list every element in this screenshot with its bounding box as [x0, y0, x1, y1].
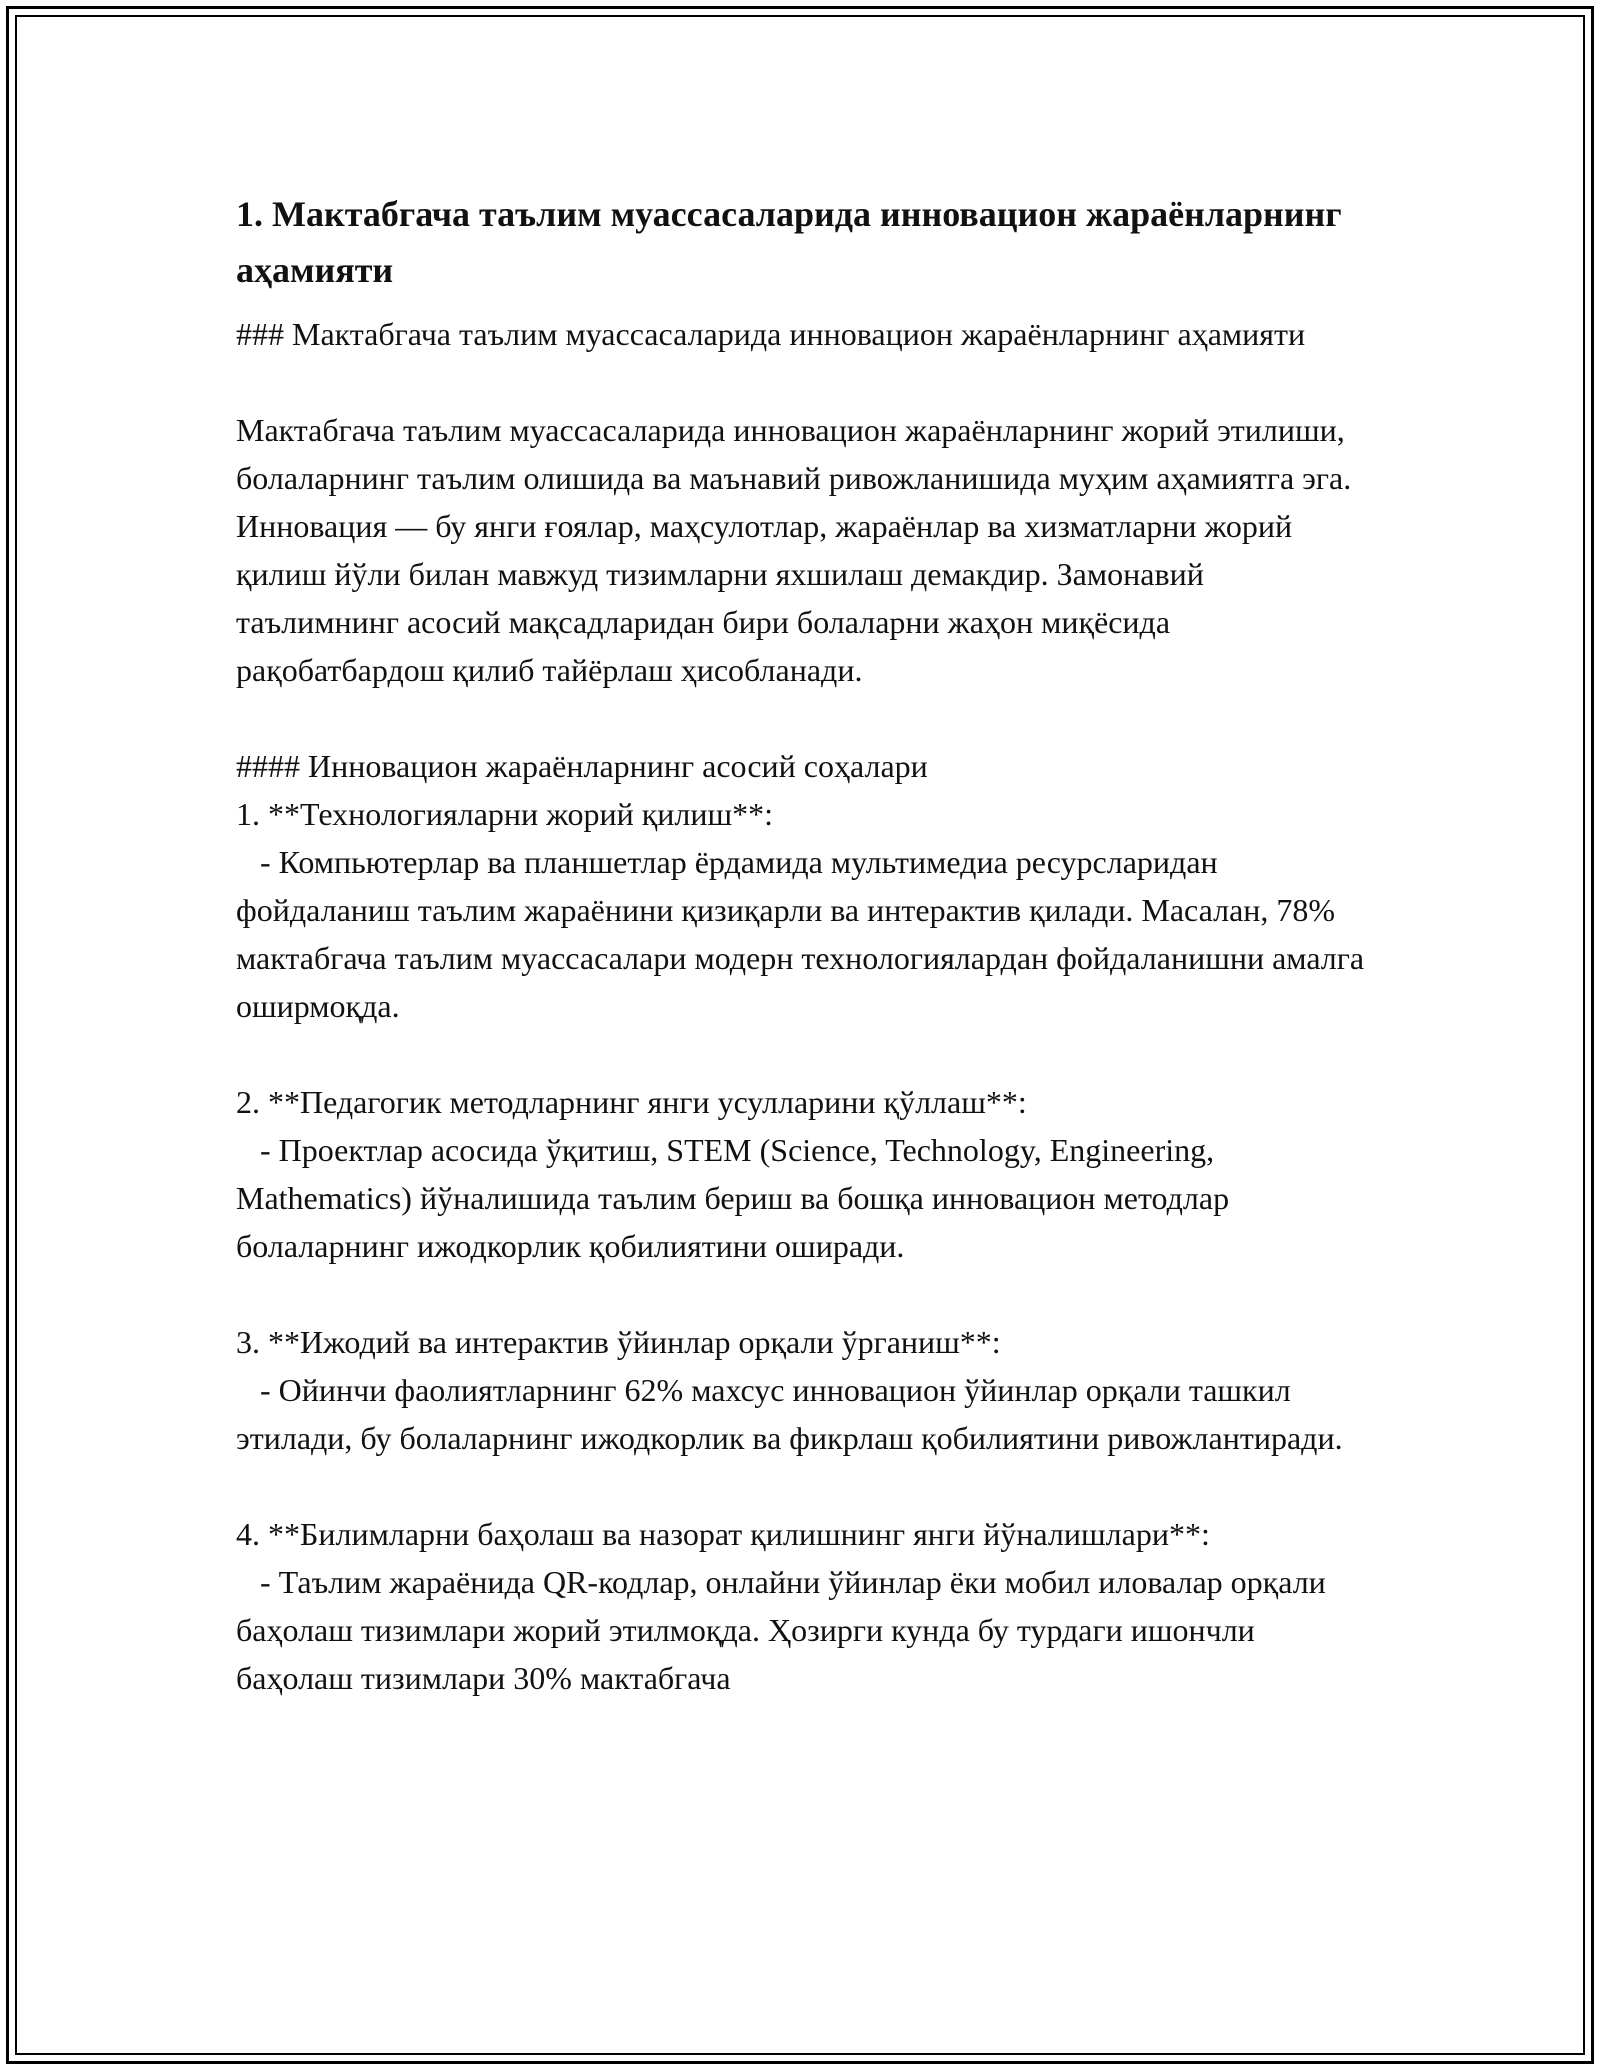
list-item-2: 2. **Педагогик методларнинг янги усулларини қўллаш**: - Проектлар асосида ўқитиш, STEM (Science, Technology, Engineering, Mathematics) йўналишида таълим бериш ва бошқа инновацион методлар болаларнинг ижодкорлик қобилиятини оширади. — [236, 1084, 1230, 1264]
document-body — [236, 186, 1370, 1702]
subheading-paragraph: ### Мактабгача таълим муассасаларида инновацион жараёнларнинг аҳамияти — [236, 316, 1306, 352]
section-paragraph: #### Инновацион жараёнларнинг асосий соҳалари 1. **Технологияларни жорий қилиш**: - Компьютерлар ва планшетлар ёрдамида мультимедиа ресурсларидан фойдаланиш таълим жараёнини қизиқарли ва интерактив қилади. Масалан, 78% мактабгача таълим муассасалари модерн технологиялардан фойдаланишни амалга оширмоқда. — [236, 748, 1365, 1024]
intro-paragraph: Мактабгача таълим муассасаларида инновацион жараёнларнинг жорий этилиши, болаларнинг таълим олишида ва маънавий ривожланишида муҳим аҳамиятга эга. Инновация — бу янги ғоялар, маҳсулотлар, жараёнлар ва хизматларни жорий қилиш йўли билан мавжуд тизимларни яхшилаш демакдир. Замонавий таълимнинг асосий мақсадларидан бири болаларни жаҳон миқёсида рақобатбардош қилиб тайёрлаш ҳисобланади. — [236, 412, 1360, 688]
document-title: 1. Мактабгача таълим муассасаларида инновацион жараёнларнинг аҳамияти — [236, 194, 1342, 290]
list-item-4: 4. **Билимларни баҳолаш ва назорат қилишнинг янги йўналишлари**: - Таълим жараёнида QR-кодлар, онлайни ўйинлар ёки мобил иловалар орқали баҳолаш тизимлари жорий этилмоқда. Ҳозирги кунда бу турдаги ишончли баҳолаш тизимлари 30% мактабгача — [236, 1516, 1326, 1696]
list-item-3: 3. **Ижодий ва интерактив ўйинлар орқали ўрганиш**: - Ойинчи фаолиятларнинг 62% махсус инновацион ўйинлар орқали ташкил этилади, бу болаларнинг ижодкорлик ва фикрлаш қобилиятини ривожлантиради. — [236, 1324, 1343, 1456]
